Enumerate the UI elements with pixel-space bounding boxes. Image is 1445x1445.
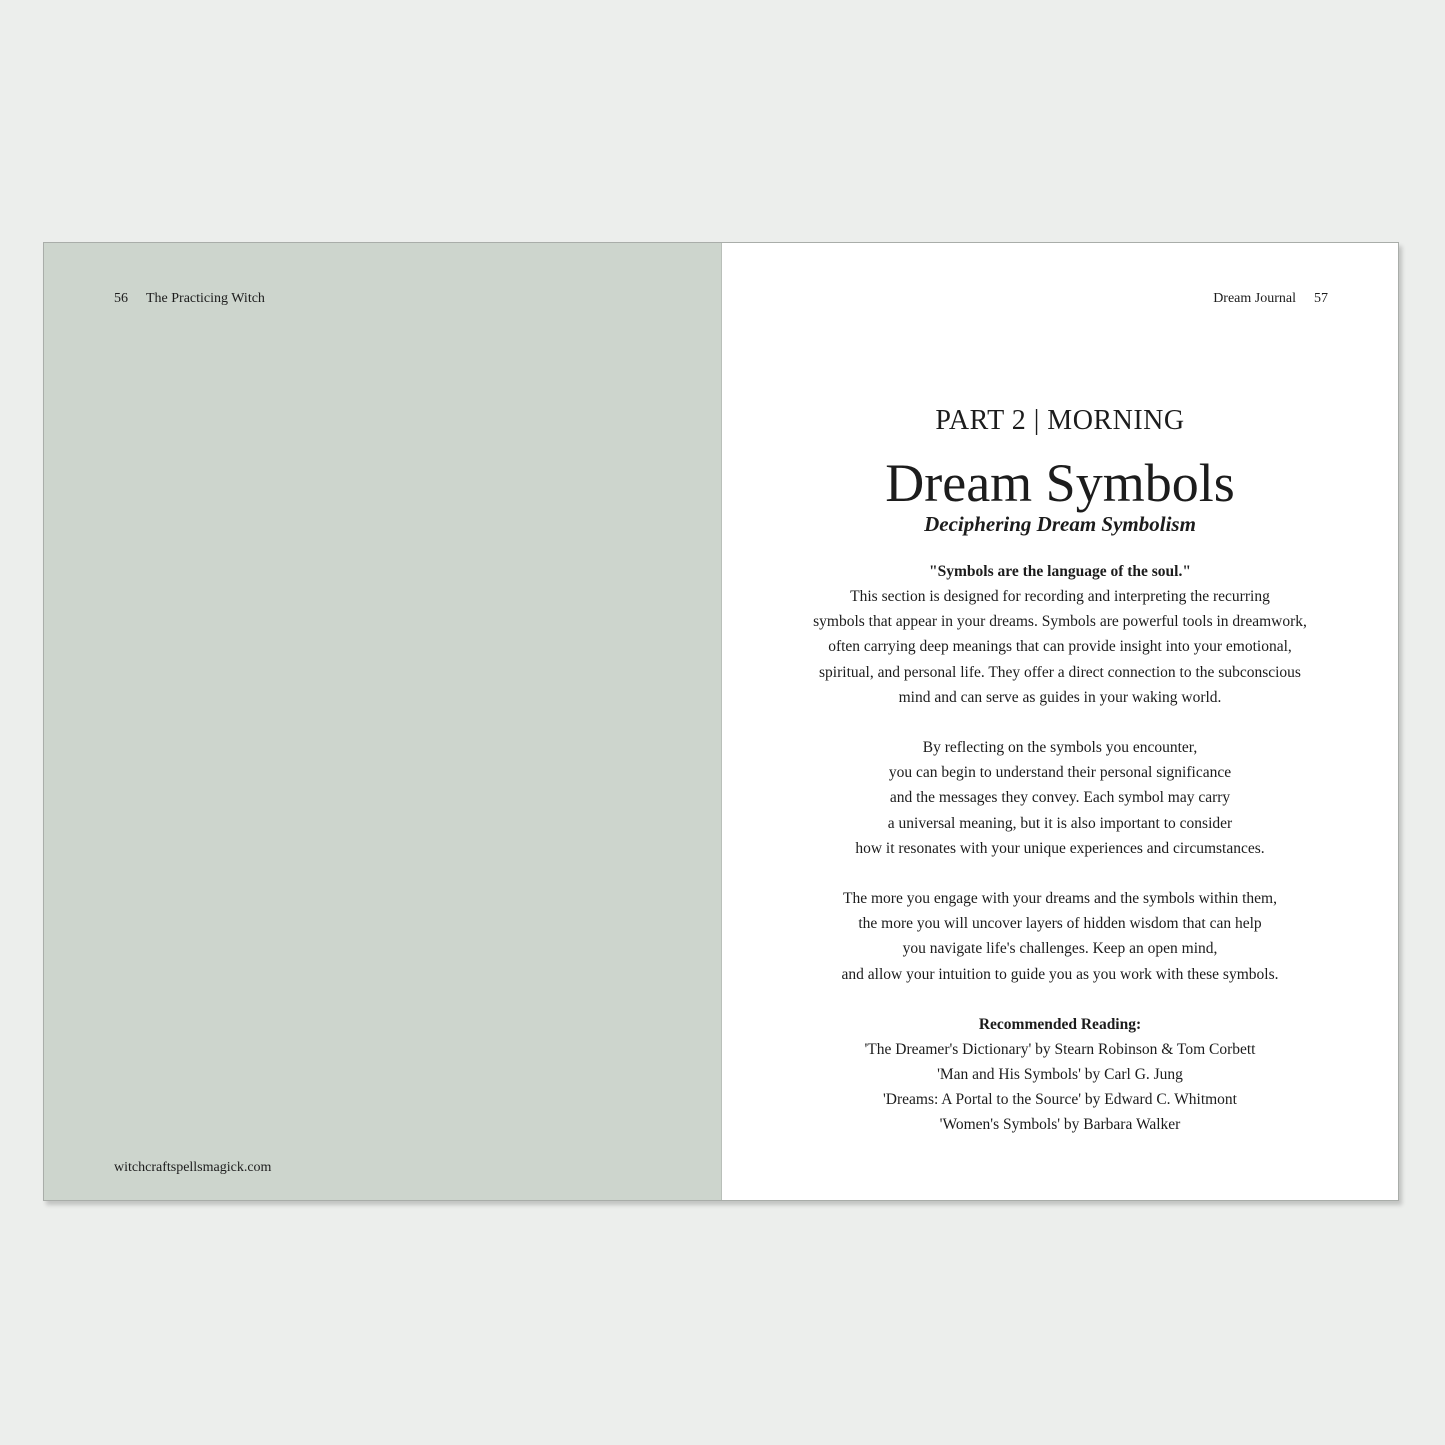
paragraph-3 <box>722 886 1398 987</box>
reading-item: 'The Dreamer's Dictionary' by Stearn Robinson & Tom Corbett <box>864 1040 1256 1058</box>
book-spread <box>43 242 1399 1201</box>
paragraph-line: This section is designed for recording and interpreting the recurring <box>850 588 1270 605</box>
paragraph-line: the more you will uncover layers of hidden wisdom that can help <box>858 915 1262 933</box>
paragraph-line: you navigate life's challenges. Keep an open mind, <box>902 940 1218 958</box>
paragraph-line: symbols that appear in your dreams. Symbols are powerful tools in dreamwork, <box>813 613 1307 631</box>
page-subtitle: Deciphering Dream Symbolism <box>924 512 1196 536</box>
part-heading: PART 2 | MORNING <box>935 405 1185 436</box>
paragraph-2 <box>722 735 1398 861</box>
left-running-head <box>114 291 265 307</box>
left-running-title: The Practicing Witch <box>146 291 265 306</box>
paragraph-line: you can begin to understand their personal significance <box>888 764 1232 782</box>
recommended-reading-heading: Recommended Reading: <box>978 1015 1142 1033</box>
page-content <box>722 403 1398 1138</box>
footer-url: witchcraftspellsmagick.com <box>114 1160 272 1175</box>
left-page <box>44 243 722 1200</box>
quote: "Symbols are the language of the soul." <box>929 563 1191 580</box>
reading-item: 'Dreams: A Portal to the Source' by Edward C. Whitmont <box>882 1091 1237 1109</box>
paragraph-1 <box>722 584 1398 710</box>
reading-item: 'Man and His Symbols' by Carl G. Jung <box>937 1066 1183 1084</box>
right-running-head <box>1213 291 1328 307</box>
recommended-reading-list <box>722 1037 1398 1138</box>
right-running-title: Dream Journal <box>1213 291 1296 306</box>
paragraph-line: The more you engage with your dreams and the symbols within them, <box>843 890 1277 908</box>
paragraph-line: and the messages they convey. Each symbol may carry <box>889 789 1231 807</box>
paragraph-line: mind and can serve as guides in your waking world. <box>898 688 1222 706</box>
paragraph-line: a universal meaning, but it is also important to consider <box>887 814 1233 832</box>
page-title: Dream Symbols <box>885 453 1235 513</box>
reading-item: 'Women's Symbols' by Barbara Walker <box>939 1116 1181 1134</box>
right-page <box>722 243 1398 1200</box>
paragraph-line: By reflecting on the symbols you encounter, <box>922 739 1198 757</box>
right-page-number: 57 <box>1314 291 1328 306</box>
paragraph-line: spiritual, and personal life. They offer a direct connection to the subconscious <box>819 663 1301 681</box>
paragraph-line: how it resonates with your unique experiences and circumstances. <box>855 839 1265 857</box>
left-page-number: 56 <box>114 291 128 306</box>
paragraph-line: and allow your intuition to guide you as you work with these symbols. <box>841 965 1279 983</box>
paragraph-line: often carrying deep meanings that can provide insight into your emotional, <box>828 638 1292 656</box>
